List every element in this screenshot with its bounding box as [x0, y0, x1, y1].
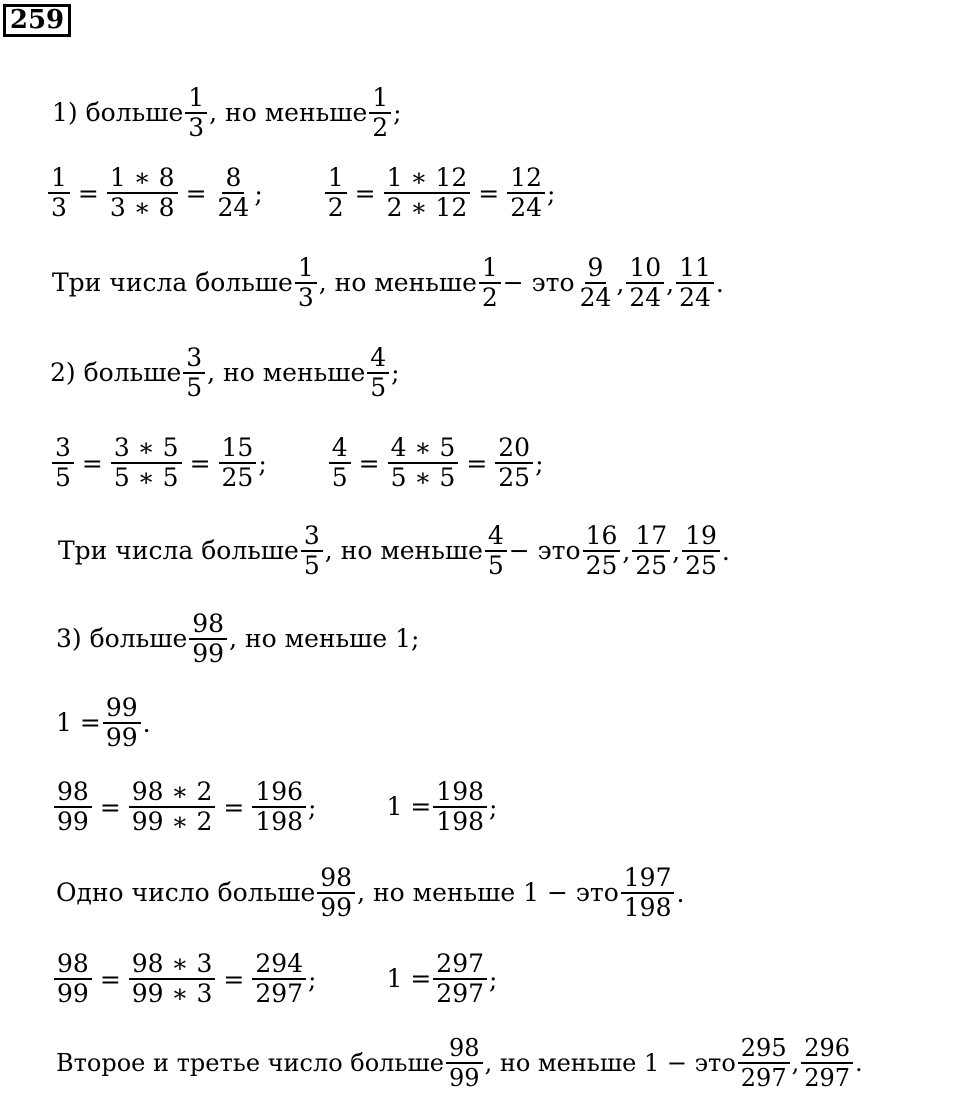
text: , но меньше	[209, 98, 368, 127]
fraction	[485, 522, 507, 580]
text: ;	[391, 358, 400, 387]
numerator: 197	[621, 864, 675, 894]
numerator: 1	[295, 254, 317, 284]
text: ;	[393, 98, 402, 127]
fraction	[507, 164, 545, 222]
text: Одно число больше	[56, 878, 316, 907]
denominator: 5	[303, 551, 320, 580]
denominator: 5	[55, 463, 71, 492]
part1-calculation	[46, 164, 555, 222]
numerator: 1	[48, 164, 70, 194]
numerator: 1	[185, 84, 207, 114]
text: ;	[489, 792, 498, 822]
fraction	[583, 522, 621, 580]
numerator: 17	[632, 522, 670, 552]
fraction	[48, 164, 70, 222]
denominator: 5 ∗ 5	[113, 463, 179, 492]
fraction	[317, 864, 355, 922]
numerator: 1	[325, 164, 347, 194]
text: , но меньше	[207, 358, 366, 387]
text: ;	[308, 964, 317, 994]
numerator: 98 ∗ 3	[129, 950, 216, 980]
text: .	[676, 878, 685, 908]
fraction	[433, 778, 487, 836]
denominator: 99	[57, 979, 89, 1008]
denominator: 297	[740, 1064, 787, 1092]
denominator: 5 ∗ 5	[390, 463, 456, 492]
denominator: 25	[221, 463, 254, 492]
numerator: 4 ∗ 5	[388, 434, 459, 464]
equals-sign: =	[99, 964, 121, 994]
part1-answer	[52, 254, 724, 312]
numerator: 98	[54, 778, 92, 808]
numerator: 198	[433, 778, 487, 808]
part3-calculation-b	[52, 950, 497, 1008]
denominator: 198	[255, 807, 304, 836]
numerator: 11	[676, 254, 714, 284]
numerator: 196	[252, 778, 306, 808]
denominator: 99	[320, 893, 353, 922]
text: Три числа больше	[52, 268, 293, 297]
numerator: 3	[52, 434, 74, 464]
part2-answer	[58, 522, 730, 580]
fraction	[183, 344, 205, 402]
fraction	[252, 778, 306, 836]
denominator: 99	[449, 1064, 480, 1092]
denominator: 25	[635, 551, 668, 580]
fraction	[295, 254, 317, 312]
denominator: 297	[804, 1064, 851, 1092]
fraction	[577, 254, 615, 312]
text: ;	[547, 178, 556, 208]
part2-heading	[50, 344, 400, 402]
text: , но меньше	[318, 268, 477, 297]
text: 2) больше	[50, 358, 182, 387]
text: − это	[502, 268, 575, 297]
numerator: 15	[219, 434, 257, 464]
fraction	[129, 778, 216, 836]
text: , но меньше 1 − это	[484, 1049, 736, 1077]
denominator: 5	[331, 463, 348, 492]
denominator: 24	[679, 283, 711, 312]
numerator: 98 ∗ 2	[129, 778, 216, 808]
fraction	[446, 1034, 483, 1092]
denominator: 297	[255, 979, 304, 1008]
part1-label: 1) больше	[52, 98, 184, 127]
denominator: 99	[57, 807, 89, 836]
numerator: 1	[479, 254, 501, 284]
fraction	[369, 84, 391, 142]
numerator: 3 ∗ 5	[111, 434, 182, 464]
denominator: 198	[436, 807, 485, 836]
text: ;	[308, 792, 317, 822]
numerator: 99	[103, 694, 141, 724]
denominator: 5	[487, 551, 504, 580]
part3-heading	[56, 610, 419, 668]
denominator: 3	[51, 193, 67, 222]
equals-sign: =	[189, 448, 211, 478]
fraction	[219, 434, 257, 492]
text: 1 =	[386, 964, 432, 993]
text: ;	[535, 448, 544, 478]
fraction	[129, 950, 216, 1008]
fraction	[632, 522, 670, 580]
fraction	[682, 522, 720, 580]
denominator: 3 ∗ 8	[109, 193, 175, 222]
numerator: 98	[317, 864, 355, 894]
fraction	[325, 164, 347, 222]
fraction	[107, 164, 178, 222]
numerator: 19	[682, 522, 720, 552]
fraction	[252, 950, 306, 1008]
fraction	[52, 434, 74, 492]
fraction	[215, 164, 253, 222]
denominator: 2	[327, 193, 344, 222]
equals-sign: =	[81, 448, 103, 478]
equals-sign: =	[99, 792, 121, 822]
numerator: 12	[507, 164, 545, 194]
equals-sign: =	[185, 178, 207, 208]
text: .	[715, 268, 724, 298]
numerator: 4	[329, 434, 351, 464]
denominator: 99	[105, 723, 138, 752]
equals-sign: =	[358, 448, 380, 478]
equals-sign: =	[466, 448, 488, 478]
text: , но меньше	[324, 536, 483, 565]
equals-sign: =	[223, 792, 245, 822]
numerator: 1 ∗ 8	[107, 164, 178, 194]
fraction	[103, 694, 141, 752]
part3-answer-2	[56, 1034, 863, 1092]
denominator: 198	[623, 893, 672, 922]
denominator: 25	[685, 551, 717, 580]
fraction	[54, 778, 92, 836]
numerator: 296	[801, 1034, 853, 1064]
numerator: 294	[252, 950, 306, 980]
equals-sign: =	[354, 178, 376, 208]
numerator: 98	[446, 1034, 483, 1064]
denominator: 3	[297, 283, 314, 312]
denominator: 25	[498, 463, 531, 492]
fraction	[54, 950, 92, 1008]
text: .	[721, 536, 730, 566]
text: ,	[672, 536, 681, 566]
numerator: 10	[626, 254, 664, 284]
numerator: 3	[301, 522, 323, 552]
fraction	[367, 344, 389, 402]
fraction	[621, 864, 675, 922]
fraction	[329, 434, 351, 492]
fraction	[479, 254, 501, 312]
text: ,	[622, 536, 631, 566]
numerator: 1 ∗ 12	[384, 164, 471, 194]
numerator: 8	[222, 164, 244, 194]
denominator: 297	[436, 979, 485, 1008]
denominator: 5	[186, 373, 203, 402]
text: − это	[508, 536, 581, 565]
text: , но меньше 1 − это	[357, 878, 619, 907]
equals-sign: =	[223, 964, 245, 994]
fraction	[111, 434, 182, 492]
text: ,	[666, 268, 675, 298]
fraction	[801, 1034, 853, 1092]
text: 3) больше	[56, 624, 188, 653]
text: 1 =	[56, 708, 101, 737]
fraction	[676, 254, 714, 312]
numerator: 16	[583, 522, 621, 552]
part3-answer-1	[56, 864, 684, 922]
denominator: 24	[217, 193, 250, 222]
fraction	[384, 164, 471, 222]
text: Второе и третье число больше	[56, 1049, 445, 1077]
numerator: 1	[369, 84, 391, 114]
numerator: 3	[183, 344, 205, 374]
numerator: 297	[433, 950, 487, 980]
denominator: 2 ∗ 12	[386, 193, 468, 222]
fraction	[301, 522, 323, 580]
numerator: 98	[54, 950, 92, 980]
numerator: 9	[585, 254, 607, 284]
numerator: 20	[495, 434, 533, 464]
numerator: 98	[189, 610, 227, 640]
denominator: 3	[188, 113, 205, 142]
denominator: 2	[481, 283, 498, 312]
text: Три числа больше	[58, 536, 299, 565]
fraction	[495, 434, 533, 492]
numerator: 4	[485, 522, 507, 552]
fraction	[433, 950, 487, 1008]
denominator: 2	[372, 113, 389, 142]
equals-sign: =	[478, 178, 500, 208]
one-equals-line	[56, 694, 151, 752]
text: ,	[616, 268, 625, 298]
text: ;	[254, 178, 263, 208]
text: .	[142, 708, 151, 738]
text: 1 =	[386, 792, 432, 821]
denominator: 24	[579, 283, 612, 312]
denominator: 24	[510, 193, 542, 222]
fraction	[388, 434, 459, 492]
denominator: 5	[370, 373, 387, 402]
denominator: 24	[629, 283, 662, 312]
fraction	[185, 84, 207, 142]
numerator: 295	[738, 1034, 790, 1064]
text: ;	[258, 448, 267, 478]
problem-number: 259	[3, 4, 71, 37]
fraction	[189, 610, 227, 668]
text: .	[855, 1049, 863, 1077]
text: ,	[791, 1049, 800, 1077]
part1-heading	[52, 84, 402, 142]
fraction	[626, 254, 664, 312]
denominator: 99	[192, 639, 225, 668]
text: ;	[489, 964, 498, 994]
denominator: 99 ∗ 3	[131, 979, 213, 1008]
denominator: 25	[585, 551, 618, 580]
denominator: 99 ∗ 2	[131, 807, 213, 836]
numerator: 4	[367, 344, 389, 374]
part2-calculation	[50, 434, 544, 492]
equals-sign: =	[77, 178, 99, 208]
fraction	[738, 1034, 790, 1092]
text: , но меньше 1;	[229, 624, 420, 653]
part3-calculation-a	[52, 778, 497, 836]
